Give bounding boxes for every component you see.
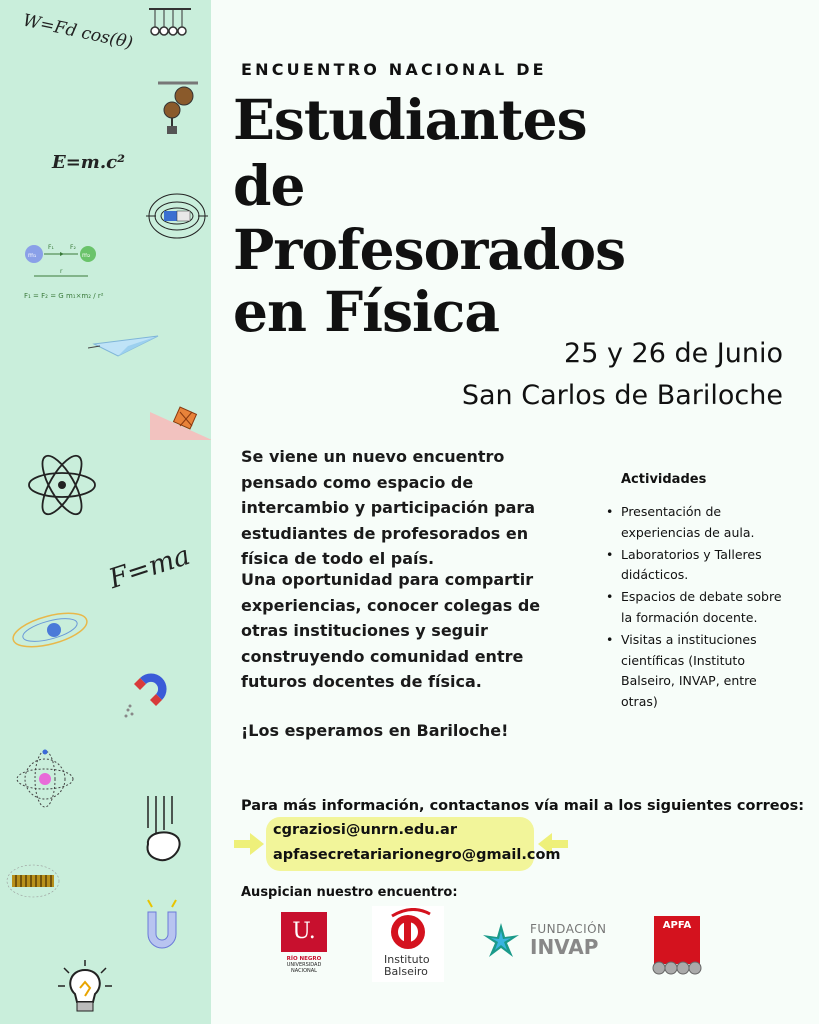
- unrn-logo: U. RÍO NEGRO UNIVERSIDAD NACIONAL: [281, 912, 327, 980]
- opportunity-paragraph: Una oportunidad para compartir experiencias, conocer colegas de otras instituciones y seguir construyendo comunidad entre futuros docentes de física.: [241, 570, 541, 691]
- force-1-label: F₁: [48, 244, 54, 251]
- event-kicker: ENCUENTRO NACIONAL DE: [241, 60, 547, 79]
- balseiro-mark-icon: [372, 908, 444, 954]
- decorative-sidebar: [0, 0, 211, 1024]
- apfa-logo: APFA: [650, 916, 706, 980]
- email-link-1[interactable]: cgraziosi@unrn.edu.ar: [273, 822, 457, 838]
- gravity-formula: F₁ = F₂ = G m₁×m₂ / r²: [24, 292, 104, 300]
- pulley-icon: [156, 80, 200, 136]
- title-line-4: en Física: [233, 279, 500, 344]
- event-location: San Carlos de Bariloche: [461, 380, 783, 411]
- coil-spring-icon: [6, 862, 60, 900]
- inclined-plane-icon: [150, 404, 212, 442]
- newtons-cradle-icon: [145, 6, 195, 38]
- u-magnet-icon: [140, 898, 184, 952]
- gravitation-diagram: [22, 238, 104, 304]
- magnetic-field-icon: [146, 190, 208, 242]
- invap-star-icon: [480, 920, 522, 962]
- sponsors-label: Auspician nuestro encuentro:: [241, 885, 458, 900]
- energy-formula: E=m.c²: [52, 152, 125, 173]
- activities-list: [606, 502, 790, 713]
- atom-orbit-icon: [14, 748, 76, 810]
- title-line-1: Estudiantes: [233, 87, 587, 152]
- invap-logo: FUNDACIÓN INVAP: [480, 918, 608, 964]
- activities-title: Actividades: [621, 472, 707, 487]
- work-formula: W=Fd cos(θ): [21, 10, 135, 54]
- balseiro-logo: Instituto Balseiro: [372, 906, 444, 982]
- list-item: • Presentación de experiencias de aula.: [606, 502, 790, 544]
- paper-plane-icon: [88, 326, 160, 360]
- arrow-right-icon: [234, 832, 264, 856]
- contact-intro: Para más información, contactanos vía mail a los siguientes correos:: [241, 798, 805, 814]
- event-date: 25 y 26 de Junio: [564, 338, 783, 369]
- apfa-cradle-icon: [650, 958, 706, 980]
- falling-object-icon: [140, 794, 184, 864]
- distance-label: r: [60, 268, 63, 275]
- light-bulb-icon: [56, 958, 114, 1016]
- atom-icon: [26, 452, 98, 518]
- force-2-label: F₂: [70, 244, 76, 251]
- closing-line: ¡Los esperamos en Bariloche!: [241, 721, 509, 740]
- orbit-diagram-icon: [10, 606, 90, 654]
- list-item: • Visitas a instituciones científicas (Instituto Balseiro, INVAP, entre otras): [606, 630, 790, 713]
- list-item: • Laboratorios y Talleres didácticos.: [606, 545, 790, 587]
- title-line-3: Profesorados: [233, 217, 626, 282]
- horseshoe-magnet-icon: [118, 668, 176, 726]
- newton-formula: F=ma: [105, 539, 194, 596]
- email-link-2[interactable]: apfasecretariarionegro@gmail.com: [273, 847, 561, 863]
- title-line-2: de: [233, 153, 305, 218]
- intro-paragraph: Se viene un nuevo encuentro pensado como espacio de intercambio y participación para estudiantes de profesorados en física de todo el país.: [241, 447, 536, 568]
- mass-2-label: m₂: [82, 252, 91, 259]
- mass-1-label: m₁: [28, 252, 37, 259]
- list-item: • Espacios de debate sobre la formación docente.: [606, 587, 790, 629]
